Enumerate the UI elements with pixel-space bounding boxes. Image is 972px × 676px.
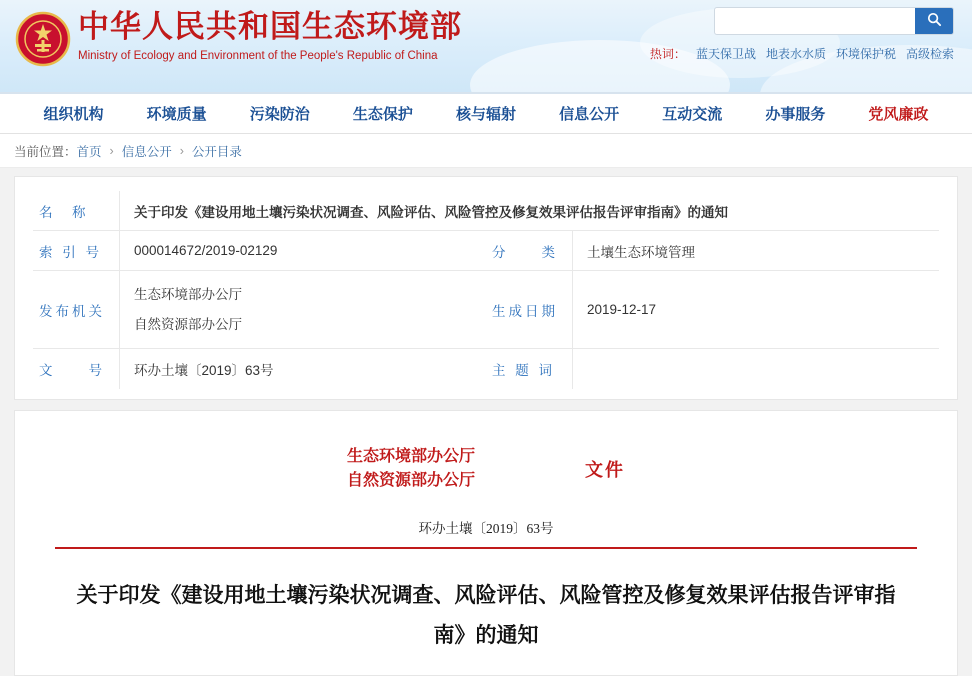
breadcrumb [0, 134, 972, 168]
nav-item-nuclear-radiation[interactable]: 核与辐射 [455, 106, 516, 123]
advanced-search-link[interactable]: 高级检索 [905, 47, 954, 61]
breadcrumb-prefix: 当前位置： [14, 144, 77, 159]
meta-value-issuer-line1: 生态环境部办公厅 [134, 286, 242, 302]
document-metadata-card [14, 176, 958, 400]
hot-words [650, 45, 954, 62]
search-box[interactable] [714, 7, 954, 35]
meta-value-docnumber: 环办土壤〔2019〕63号 [119, 349, 486, 389]
document-title: 关于印发《建设用地土壤污染状况调查、风险评估、风险管控及修复效果评估报告评审指南》的通知 [76, 583, 896, 647]
nav-item-organization[interactable]: 组织机构 [43, 106, 104, 123]
hot-word-1[interactable]: 蓝天保卫战 [695, 47, 756, 61]
meta-value-category: 土壤生态环境管理 [572, 231, 939, 270]
meta-cell-issuer [33, 271, 486, 348]
meta-cell-keywords [486, 349, 939, 389]
breadcrumb-item-home[interactable]: 首页 [76, 144, 102, 159]
meta-value-date: 2019-12-17 [572, 271, 939, 348]
document-org-line1: 生态环境部办公厅 [346, 448, 475, 465]
meta-label-name: 名 称 [39, 204, 89, 220]
nav-item-information-disclosure[interactable]: 信息公开 [559, 106, 620, 123]
meta-row-docnumber-keywords [33, 349, 939, 389]
meta-value-index: 000014672/2019-02129 [119, 231, 486, 270]
meta-label-keywords: 主 题 词 [492, 363, 556, 378]
meta-value-keywords [572, 349, 939, 389]
nav-item-services[interactable]: 办事服务 [765, 106, 826, 123]
meta-row-index-category [33, 231, 939, 271]
meta-cell-index [33, 231, 486, 270]
meta-label-category: 分 类 [492, 244, 558, 260]
meta-label-date: 生成日期 [492, 303, 558, 319]
page-body [0, 168, 972, 676]
breadcrumb-item-information-disclosure[interactable]: 信息公开 [121, 144, 172, 159]
hot-word-2[interactable]: 地表水水质 [765, 47, 826, 61]
document-wenjian-label: 文件 [585, 460, 625, 480]
meta-value-issuer-line2: 自然资源部办公厅 [134, 316, 242, 332]
meta-value-name: 关于印发《建设用地土壤污染状况调查、风险评估、风险管控及修复效果评估报告评审指南》的通知 [119, 191, 939, 230]
national-emblem-icon [14, 10, 72, 68]
meta-label-docnumber: 文 号 [39, 363, 105, 378]
document-red-rule [55, 547, 917, 549]
document-org-line2: 自然资源部办公厅 [346, 472, 475, 489]
meta-row-name [33, 191, 939, 231]
hot-word-3[interactable]: 环境保护税 [835, 47, 896, 61]
meta-label-index: 索 引 号 [39, 244, 103, 260]
search-icon [927, 12, 942, 30]
breadcrumb-separator: › [109, 143, 114, 158]
meta-row-issuer-date [33, 271, 939, 349]
search-input[interactable] [715, 8, 915, 34]
nav-item-ecological-protection[interactable]: 生态保护 [352, 106, 413, 123]
hot-words-label: 热词： [649, 47, 686, 61]
meta-cell-date [486, 271, 939, 348]
ministry-name-cn: 中华人民共和国生态环境部 [78, 9, 462, 44]
main-nav [0, 92, 972, 134]
nav-item-interaction[interactable]: 互动交流 [662, 106, 723, 123]
nav-item-environment-quality[interactable]: 环境质量 [146, 106, 207, 123]
search-button[interactable] [915, 8, 953, 34]
ministry-name-en: Ministry of Ecology and Environment of the People's Republic of China [78, 50, 438, 62]
meta-cell-category [486, 231, 939, 270]
document-header [55, 445, 917, 493]
breadcrumb-item-public-catalog[interactable]: 公开目录 [191, 144, 242, 159]
document-number: 环办土壤〔2019〕63号 [418, 521, 554, 536]
document-issuing-orgs [347, 445, 475, 493]
meta-label-issuer: 发布机关 [39, 303, 105, 319]
meta-cell-docnumber [33, 349, 486, 389]
nav-item-pollution-control[interactable]: 污染防治 [249, 106, 310, 123]
site-header [0, 0, 972, 92]
nav-item-party-conduct[interactable]: 党风廉政 [868, 106, 929, 123]
site-title [78, 8, 462, 62]
breadcrumb-separator: › [179, 143, 184, 158]
meta-value-issuer [119, 271, 486, 348]
document-content-card [14, 410, 958, 676]
